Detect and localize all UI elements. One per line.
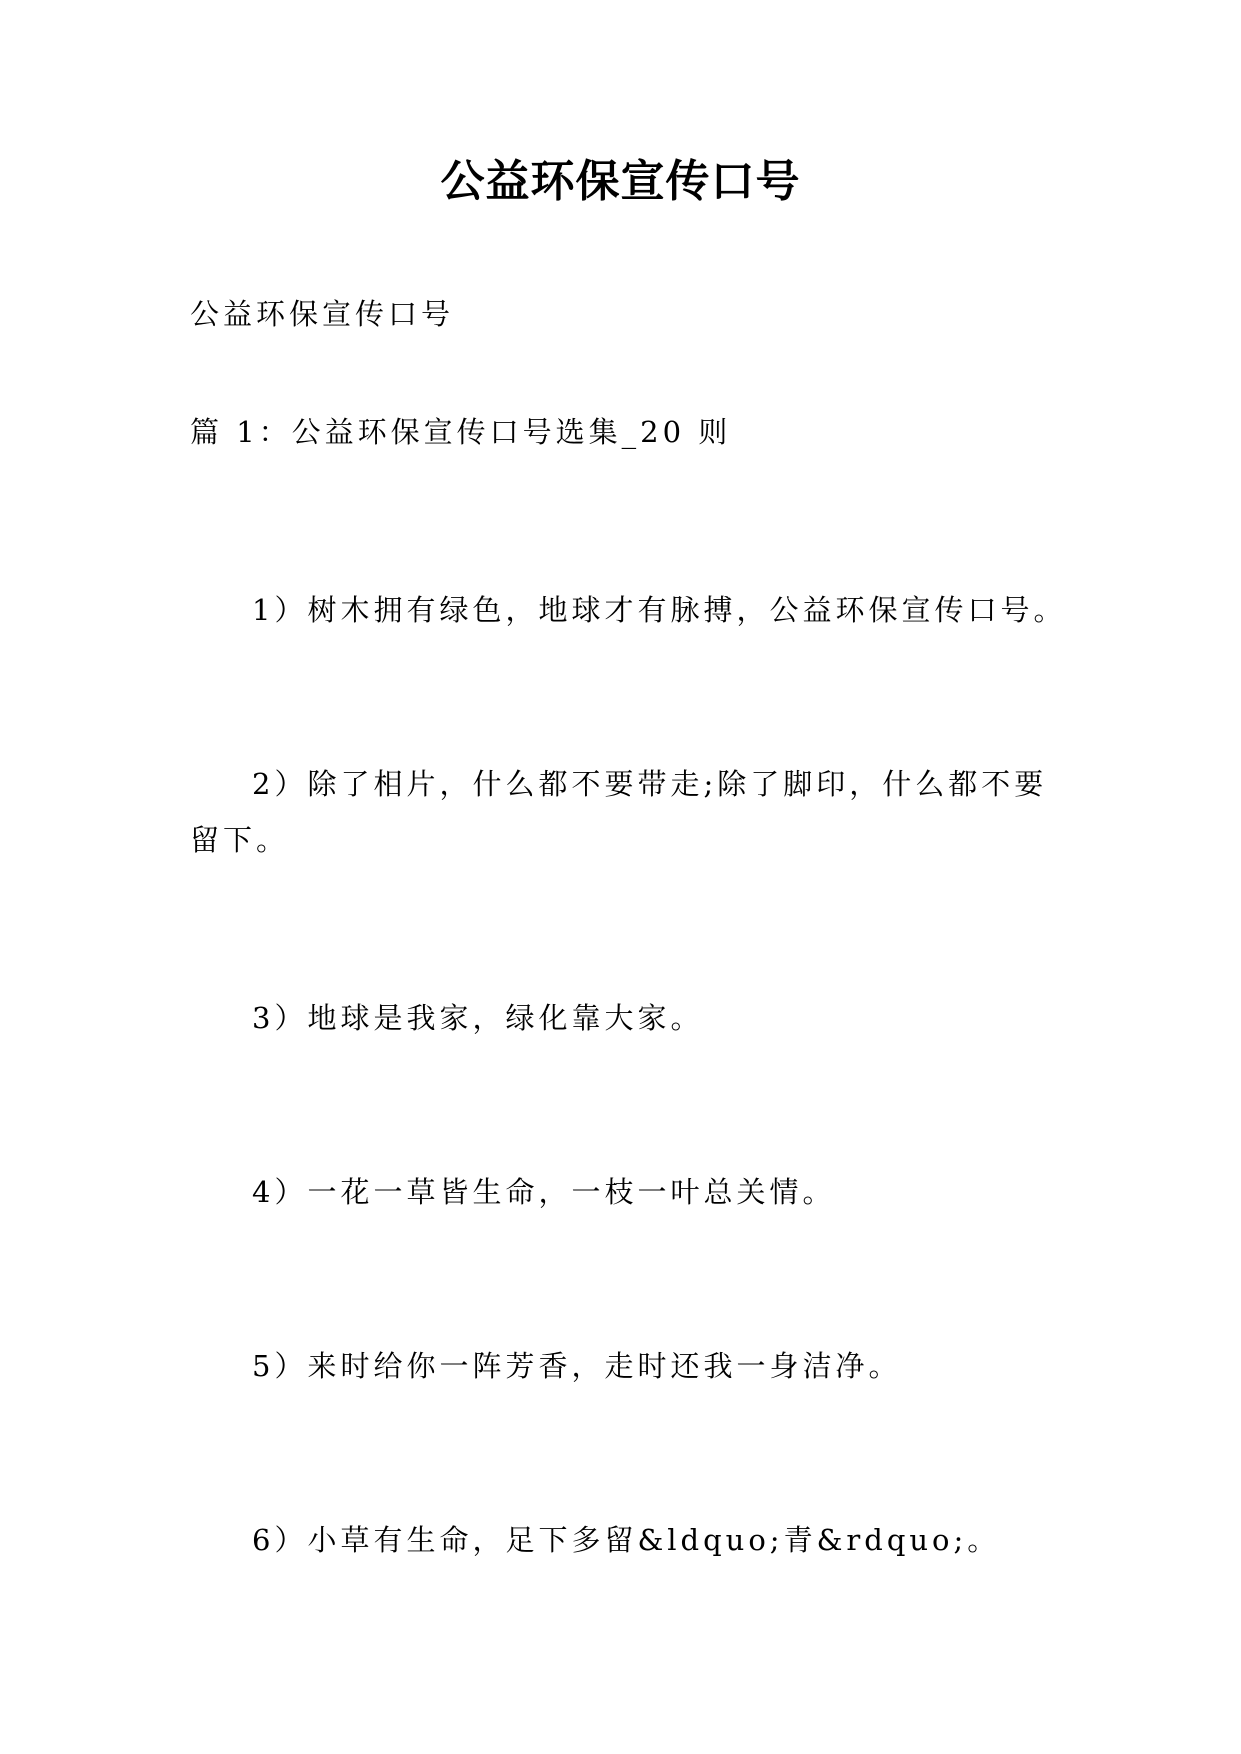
slogan-item: 3）地球是我家，绿化靠大家。	[252, 1001, 704, 1035]
slogan-item: 1）树木拥有绿色，地球才有脉搏，公益环保宣传口号。	[252, 593, 1067, 627]
section-heading: 篇 1：公益环保宣传口号选集_20 则	[190, 415, 732, 449]
slogan-item: 2）除了相片，什么都不要带走;除了脚印，什么都不要留下。	[190, 767, 1048, 857]
document-title: 公益环保宣传口号	[440, 156, 801, 207]
slogan-item: 5）来时给你一阵芳香，走时还我一身洁净。	[252, 1349, 902, 1383]
slogan-item: 6）小草有生命，足下多留&ldquo;青&rdquo;。	[252, 1523, 1001, 1557]
document-subtitle: 公益环保宣传口号	[190, 297, 455, 331]
slogan-item: 4）一花一草皆生命，一枝一叶总关情。	[252, 1175, 836, 1209]
